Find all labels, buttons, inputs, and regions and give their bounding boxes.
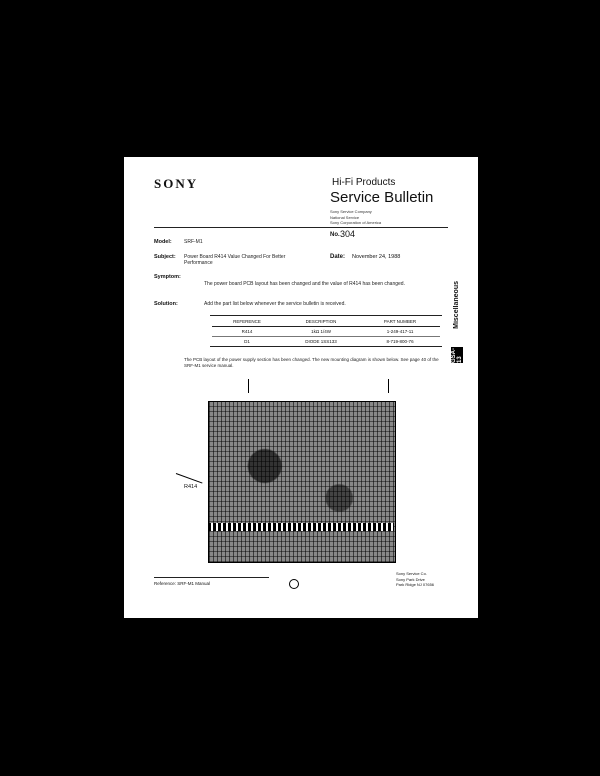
date-label: Date: (330, 254, 346, 260)
figure-bracket-left (248, 379, 249, 393)
cell-reference: R414 (212, 327, 282, 337)
corp-line-2: National Service (330, 214, 360, 220)
corp-address (330, 209, 381, 226)
pcb-connector-strip (208, 523, 394, 531)
parts-table (212, 317, 440, 346)
sony-logo: SONY (154, 176, 199, 191)
doc-type-title: Service Bulletin (330, 189, 434, 206)
table-row (212, 327, 440, 337)
footer-reference: Reference: SRF-M1 Manual (154, 581, 211, 586)
cell-description: 1kΩ 1/4W (282, 327, 360, 337)
cell-part-number: 1-249-417-11 (360, 327, 440, 337)
symptom-text: The power board PCB layout has been changed and the value of R414 has been changed. (204, 281, 405, 287)
col-description: DESCRIPTION (282, 317, 360, 327)
section-label: Miscellaneous (453, 281, 460, 329)
footer-seal-icon (289, 579, 299, 589)
corp-line-1: Sony Service Company (330, 209, 372, 214)
subject-label: Subject: (154, 254, 176, 260)
figure-bracket-right (388, 379, 389, 393)
no-label: No. (330, 232, 340, 238)
footer-address (396, 571, 434, 588)
product-line: Hi-Fi Products (332, 177, 396, 188)
col-reference: REFERENCE (212, 317, 282, 327)
bulletin-page (124, 157, 478, 618)
footer-address-line-3: Park Ridge NJ 07656 (396, 582, 435, 587)
header-divider (154, 227, 448, 228)
r414-callout: R414 (184, 484, 198, 490)
solution-text: Add the part list below whenever the service bulletin is received. (204, 301, 346, 307)
solution-label: Solution: (154, 301, 178, 307)
layout-note: The PCB layout of the power supply section has been changed. The new mounting diagram is shown below. See page 40 of the SRF-M1 service manual. (184, 357, 439, 368)
footer-address-line-1: Sony Service Co. (396, 571, 427, 576)
model-value: SRF-M1 (184, 239, 203, 245)
bulletin-number: 304 (340, 229, 356, 239)
cell-description: DIODE 1SS133 (305, 339, 337, 344)
subject-value: Power Board R414 Value Changed For Better Performance (184, 254, 286, 266)
footer-address-line-2: Sony Park Drive (396, 576, 425, 582)
cell-reference: D1 (244, 339, 250, 344)
date-value: November 24, 1988 (352, 254, 401, 260)
footer-divider (154, 577, 269, 578)
pcb-mounting-diagram (208, 401, 396, 563)
corp-line-3: Sony Corporation of America (330, 220, 382, 225)
symptom-label: Symptom: (154, 274, 181, 280)
parts-table-header (212, 317, 440, 327)
section-tab: GSA-13 (451, 348, 463, 363)
cell-part-number: 8-719-800-76 (386, 339, 414, 344)
callout-arrow (176, 473, 203, 484)
model-label: Model: (154, 239, 172, 245)
col-part-number: PART NUMBER (360, 317, 440, 327)
table-row (212, 337, 440, 347)
